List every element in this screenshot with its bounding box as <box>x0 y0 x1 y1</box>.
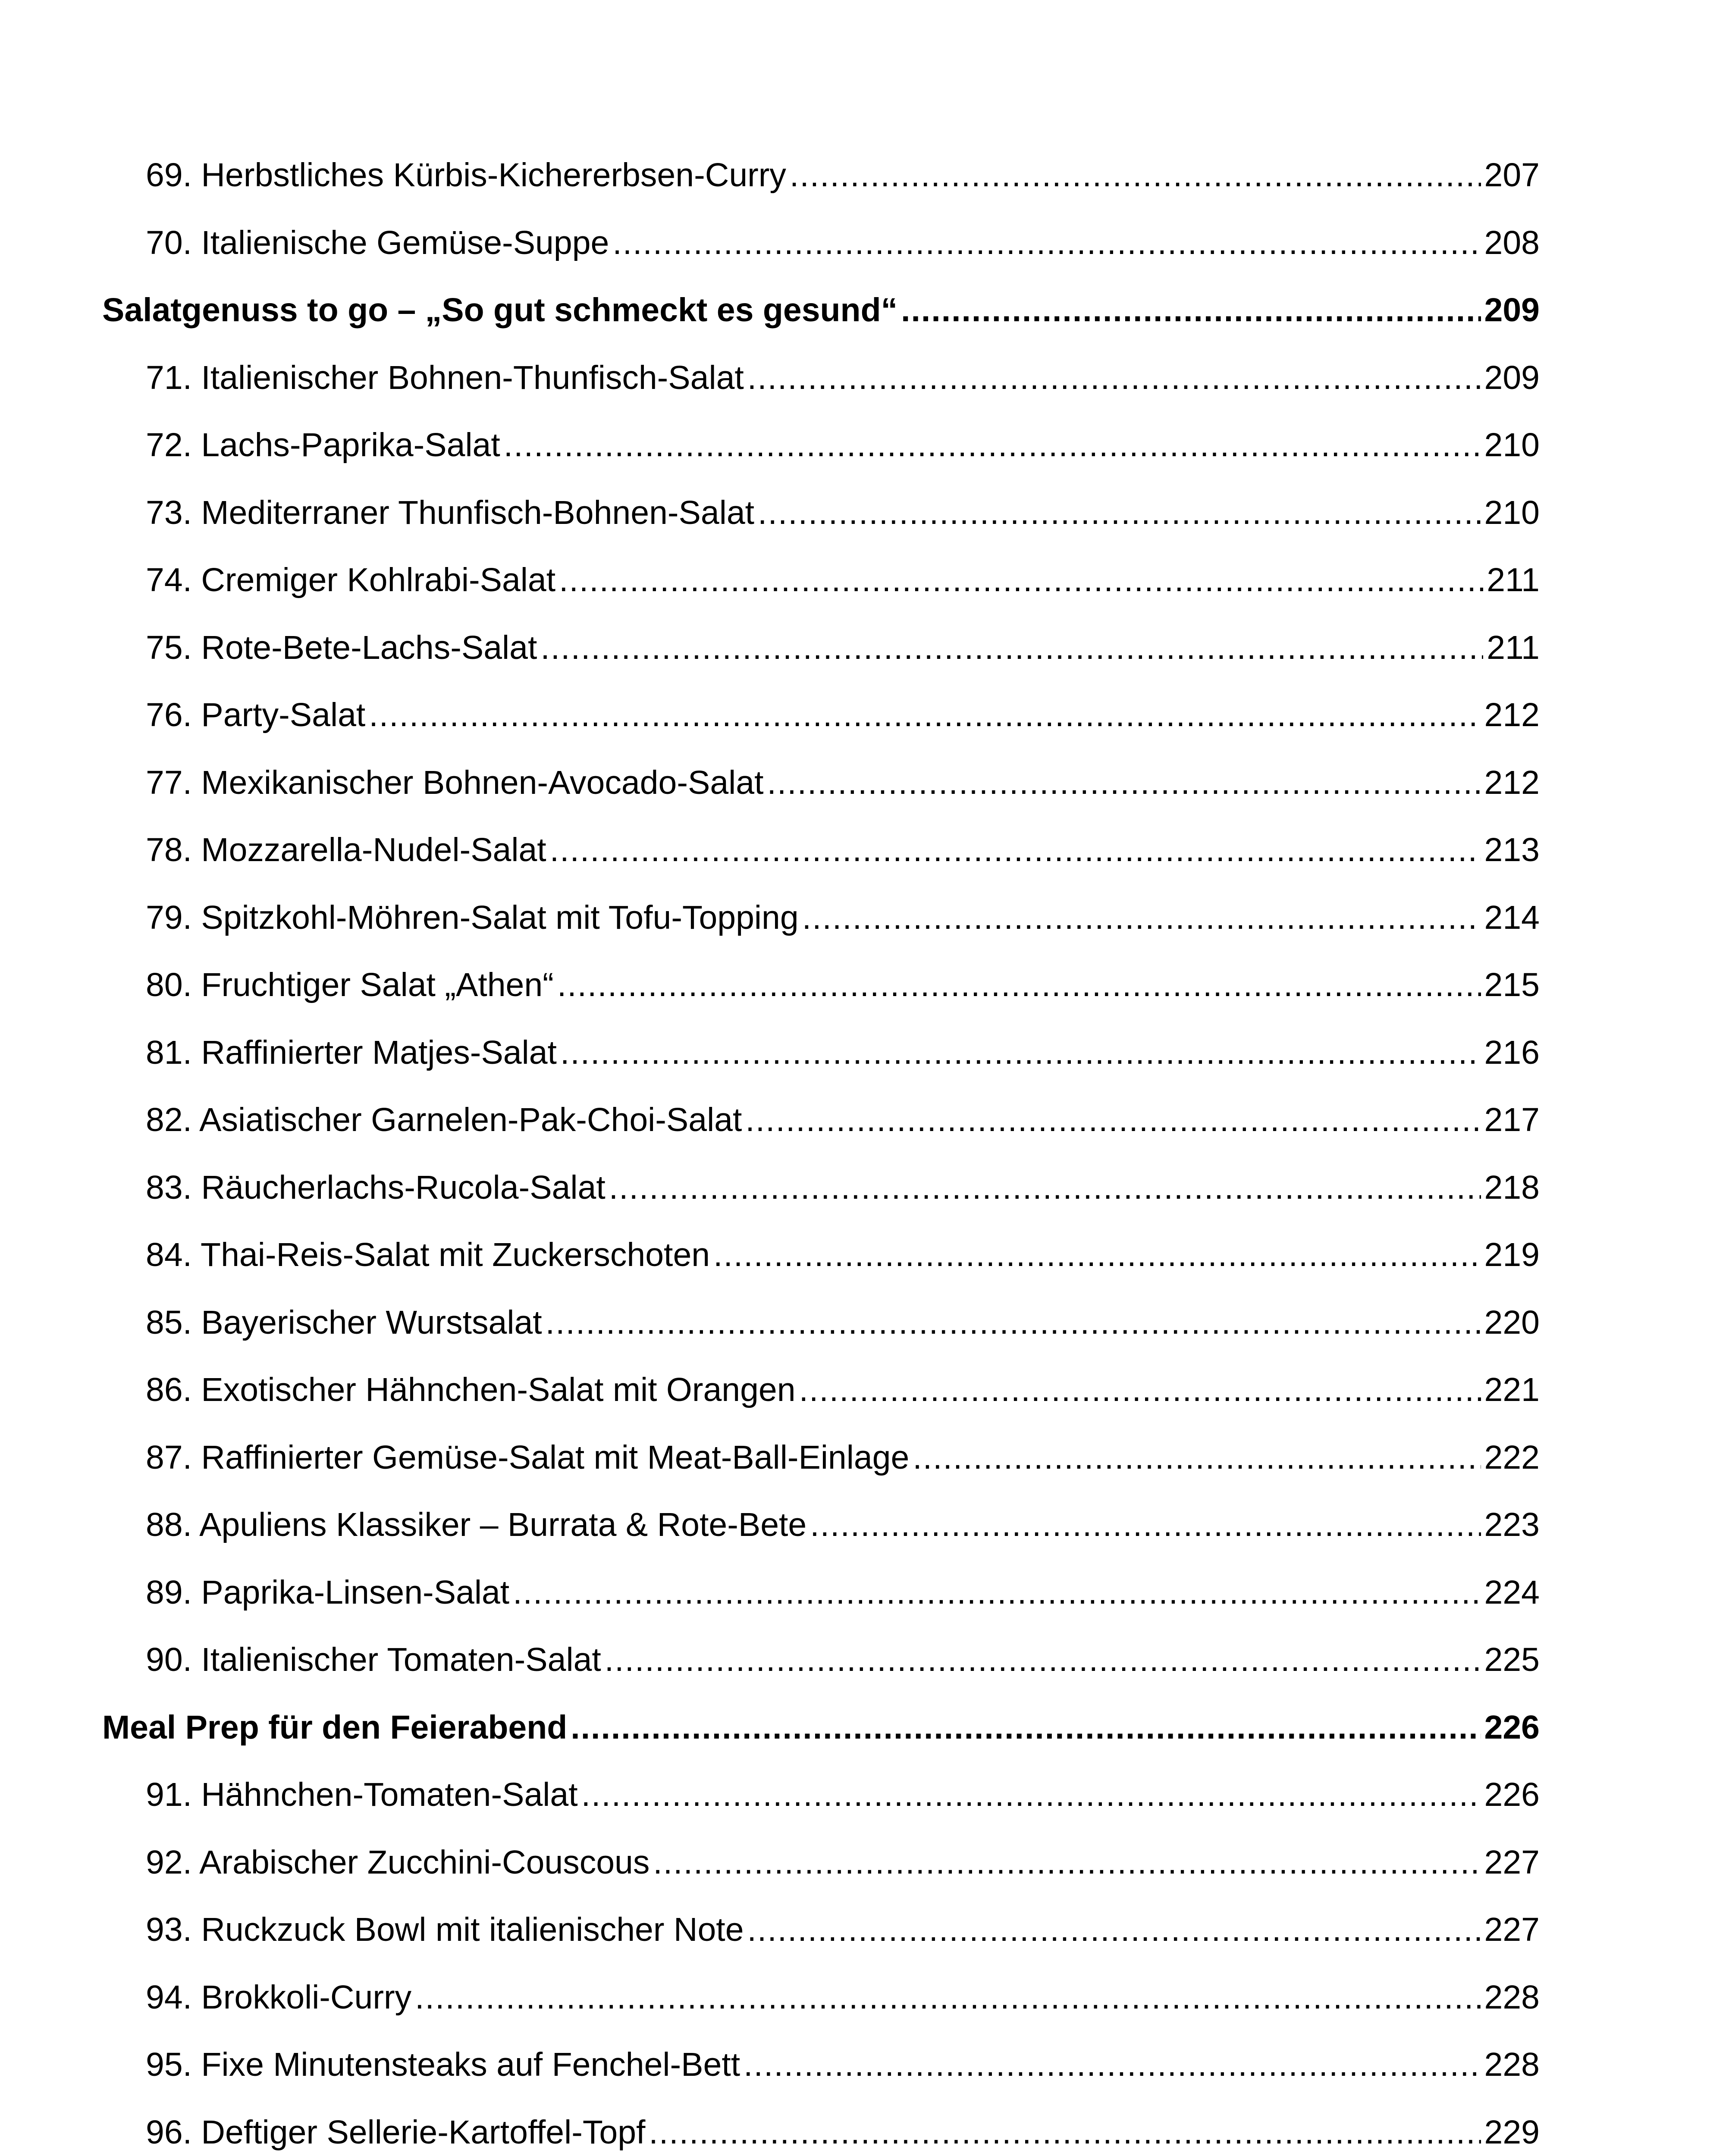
toc-entry-title: 84. Thai-Reis-Salat mit Zuckerschoten <box>146 1236 710 1273</box>
toc-page-number: 208 <box>1484 224 1540 261</box>
toc-entry[interactable] <box>102 1438 1540 1509</box>
toc-dot-leader <box>653 1846 1481 1879</box>
toc-entry[interactable] <box>102 361 1540 429</box>
toc-entry-title: 92. Arabischer Zucchini-Couscous <box>146 1843 650 1881</box>
toc-section-heading[interactable] <box>102 1708 1540 1779</box>
toc-entry[interactable] <box>102 561 1540 631</box>
toc-entry[interactable] <box>102 2048 1540 2116</box>
toc-entry-title: 86. Exotischer Hähnchen-Salat mit Orangen <box>146 1371 796 1408</box>
toc-entry-title: 75. Rote-Bete-Lachs-Salat <box>146 629 537 666</box>
toc-entry[interactable] <box>102 968 1540 1036</box>
toc-entry[interactable] <box>102 1508 1540 1576</box>
toc-entry-title: 71. Italienischer Bohnen-Thunfisch-Salat <box>146 359 744 396</box>
toc-entry[interactable] <box>102 159 1540 226</box>
toc-entry[interactable] <box>102 1778 1540 1846</box>
toc-entry-title: Meal Prep für den Feierabend <box>102 1708 568 1746</box>
toc-entry-title: 73. Mediterraner Thunfisch-Bohnen-Salat <box>146 494 755 531</box>
toc-dot-leader <box>810 1508 1481 1542</box>
toc-page-number: 225 <box>1484 1641 1540 1678</box>
toc-entry-title: 76. Party-Salat <box>146 696 366 733</box>
toc-page-number: 227 <box>1484 1911 1540 1948</box>
toc-entry-title: 91. Hähnchen-Tomaten-Salat <box>146 1776 578 1813</box>
toc-entry-title: 74. Cremiger Kohlrabi-Salat <box>146 561 556 599</box>
toc-entry-title: 87. Raffinierter Gemüse-Salat mit Meat-Ball-Einlage <box>146 1438 910 1476</box>
toc-dot-leader <box>513 1576 1481 1609</box>
toc-dot-leader <box>758 496 1481 530</box>
toc-page-number: 228 <box>1484 1978 1540 2016</box>
toc-dot-leader <box>802 901 1481 934</box>
toc-entry[interactable] <box>102 1843 1540 1914</box>
toc-entry[interactable] <box>102 1373 1540 1441</box>
toc-page-number: 221 <box>1484 1371 1540 1408</box>
toc-entry-title: 82. Asiatischer Garnelen-Pak-Choi-Salat <box>146 1101 742 1138</box>
toc-dot-leader <box>557 968 1481 1002</box>
toc-entry-title: Salatgenuss to go – „So gut schmeckt es gesund“ <box>102 291 898 329</box>
toc-dot-leader <box>747 361 1481 395</box>
toc-dot-leader <box>546 1306 1481 1339</box>
toc-entry[interactable] <box>102 426 1540 496</box>
toc-dot-leader <box>550 834 1481 867</box>
toc-page-number: 207 <box>1484 157 1540 194</box>
toc-entry-title: 83. Räucherlachs-Rucola-Salat <box>146 1169 606 1206</box>
toc-page-number: 226 <box>1484 1776 1540 1813</box>
toc-page-number: 226 <box>1484 1708 1540 1746</box>
toc-entry-title: 95. Fixe Minutensteaks auf Fenchel-Bett <box>146 2046 740 2083</box>
toc-page-number: 210 <box>1484 494 1540 531</box>
toc-entry[interactable] <box>102 1306 1540 1374</box>
toc-dot-leader <box>745 1103 1481 1137</box>
toc-page-number: 220 <box>1484 1304 1540 1341</box>
toc-page-number: 212 <box>1484 764 1540 801</box>
toc-entry[interactable] <box>102 766 1540 834</box>
toc-page-number: 214 <box>1484 899 1540 936</box>
toc-dot-leader <box>560 1036 1481 1069</box>
toc-entry-title: 70. Italienische Gemüse-Suppe <box>146 224 609 261</box>
toc-entry-title: 72. Lachs-Paprika-Salat <box>146 426 500 464</box>
toc-entry[interactable] <box>102 226 1540 294</box>
toc-page-number: 227 <box>1484 1843 1540 1881</box>
toc-entry-title: 69. Herbstliches Kürbis-Kichererbsen-Curry <box>146 157 786 194</box>
toc-entry-title: 80. Fruchtiger Salat „Athen“ <box>146 966 554 1003</box>
toc-entry[interactable] <box>102 1036 1540 1104</box>
toc-page-number: 228 <box>1484 2046 1540 2083</box>
toc-dot-leader <box>540 631 1483 664</box>
toc-page-number: 211 <box>1487 561 1540 599</box>
toc-page-number: 213 <box>1484 831 1540 868</box>
toc-page-number: 215 <box>1484 966 1540 1003</box>
toc-entry[interactable] <box>102 1643 1540 1711</box>
toc-dot-leader <box>790 159 1481 192</box>
toc-page-number: 224 <box>1484 1573 1540 1611</box>
toc-entry-title: 78. Mozzarella-Nudel-Salat <box>146 831 546 868</box>
toc-dot-leader <box>913 1441 1481 1474</box>
toc-entry-title: 96. Deftiger Sellerie-Kartoffel-Topf <box>146 2113 646 2151</box>
toc-page-number: 209 <box>1484 359 1540 396</box>
toc-entry-title: 88. Apuliens Klassiker – Burrata & Rote-Bete <box>146 1506 807 1543</box>
toc-page-number: 212 <box>1484 696 1540 733</box>
toc-entry-title: 90. Italienischer Tomaten-Salat <box>146 1641 601 1678</box>
toc-entry[interactable] <box>102 1978 1540 2049</box>
toc-dot-leader <box>571 1711 1481 1744</box>
toc-page-number: 223 <box>1484 1506 1540 1543</box>
toc-entry[interactable] <box>102 1573 1540 1644</box>
toc-entry[interactable] <box>102 1171 1540 1239</box>
toc-entry-title: 81. Raffinierter Matjes-Salat <box>146 1034 557 1071</box>
toc-dot-leader <box>713 1238 1481 1272</box>
toc-dot-leader <box>901 294 1481 327</box>
table-of-contents <box>102 159 1540 2156</box>
toc-entry[interactable] <box>102 1913 1540 1981</box>
toc-entry[interactable] <box>102 631 1540 699</box>
toc-dot-leader <box>612 226 1481 260</box>
toc-dot-leader <box>369 699 1481 732</box>
toc-page-number: 211 <box>1487 629 1540 666</box>
toc-page-number: 219 <box>1484 1236 1540 1273</box>
toc-dot-leader <box>767 766 1481 799</box>
toc-page-number: 210 <box>1484 426 1540 464</box>
toc-entry[interactable] <box>102 496 1540 564</box>
toc-dot-leader <box>609 1171 1481 1204</box>
toc-dot-leader <box>747 1913 1481 1946</box>
toc-dot-leader <box>605 1643 1481 1677</box>
toc-page-number: 229 <box>1484 2113 1540 2151</box>
toc-dot-leader <box>504 429 1481 462</box>
toc-dot-leader <box>559 564 1483 597</box>
toc-dot-leader <box>415 1981 1481 2014</box>
toc-page-number: 217 <box>1484 1101 1540 1138</box>
toc-entry[interactable] <box>102 696 1540 766</box>
toc-section-heading[interactable] <box>102 291 1540 361</box>
toc-entry-title: 89. Paprika-Linsen-Salat <box>146 1573 510 1611</box>
toc-page-number: 209 <box>1484 291 1540 329</box>
toc-page-number: 218 <box>1484 1169 1540 1206</box>
toc-entry-title: 79. Spitzkohl-Möhren-Salat mit Tofu-Topping <box>146 899 799 936</box>
toc-dot-leader <box>581 1778 1481 1811</box>
toc-entry[interactable] <box>102 1238 1540 1306</box>
toc-dot-leader <box>649 2116 1481 2149</box>
toc-entry-title: 85. Bayerischer Wurstsalat <box>146 1304 542 1341</box>
toc-dot-leader <box>744 2048 1481 2081</box>
toc-entry-title: 94. Brokkoli-Curry <box>146 1978 412 2016</box>
toc-entry-title: 77. Mexikanischer Bohnen-Avocado-Salat <box>146 764 764 801</box>
toc-page-number: 222 <box>1484 1438 1540 1476</box>
toc-dot-leader <box>799 1373 1481 1407</box>
toc-entry[interactable] <box>102 901 1540 969</box>
toc-entry[interactable] <box>102 831 1540 901</box>
toc-entry-title: 93. Ruckzuck Bowl mit italienischer Note <box>146 1911 744 1948</box>
toc-page-number: 216 <box>1484 1034 1540 1071</box>
toc-entry[interactable] <box>102 1103 1540 1171</box>
toc-entry[interactable] <box>102 2113 1540 2156</box>
